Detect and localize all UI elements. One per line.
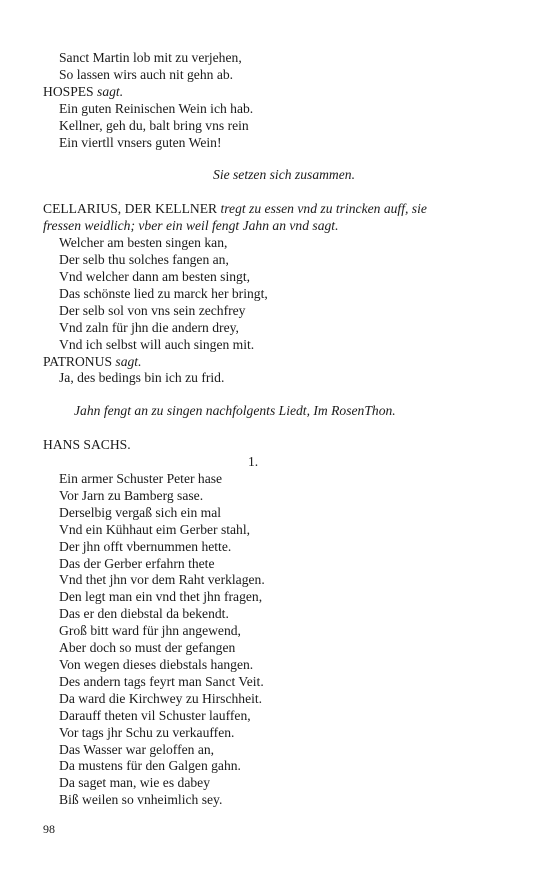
verse-line: Vnd thet jhn vor dem Raht verklagen. [59, 572, 265, 588]
verse-line: Das Wasser war geloffen an, [59, 741, 215, 757]
verse-line: Vnd ein Kühhaut eim Gerber stahl, [59, 521, 251, 537]
verse-line: Des andern tags feyrt man Sanct Veit. [59, 673, 264, 689]
verse-line: Sanct Martin lob mit zu verjehen, [59, 50, 242, 65]
page-number: 98 [43, 822, 55, 836]
verse-line: Aber doch so must der gefangen [59, 640, 236, 656]
author-heading: HANS SACHS. [43, 437, 131, 453]
verse-line: Der jhn offt vbernummen hette. [59, 538, 232, 554]
speaker-tag: sagt. [115, 353, 142, 369]
stanza-number: 1. [248, 454, 259, 470]
verse-line: Vnd zaln für jhn die andern drey, [59, 319, 239, 335]
verse-line: Der selb sol von vns sein zechfrey [59, 302, 246, 318]
speaker-name: CELLARIUS, DER KELLNER [43, 201, 218, 217]
speaker-name: HOSPES [43, 83, 94, 99]
speaker-tag: sagt. [97, 83, 124, 99]
verse-line: Da mustens für den Galgen gahn. [59, 758, 241, 774]
verse-line: Vnd welcher dann am besten singt, [59, 268, 251, 284]
verse-line: Ein armer Schuster Peter hase [59, 471, 223, 487]
verse-line: Ein viertll vnsers guten Wein! [59, 134, 222, 150]
stage-direction: fressen weidlich; vber ein weil fengt Jahn an vnd sagt. [43, 218, 339, 234]
verse-line: Vor Jarn zu Bamberg sase. [59, 487, 204, 503]
verse-line: Da saget man, wie es dabey [59, 775, 210, 791]
verse-line: Groß bitt ward für jhn angewend, [59, 623, 241, 639]
verse-line: Von wegen dieses diebstals hangen. [59, 657, 254, 672]
verse-line: Da ward die Kirchwey zu Hirschheit. [59, 690, 263, 706]
speaker-hospes [43, 84, 513, 101]
verse-line: Kellner, geh du, balt bring vns rein [59, 117, 249, 133]
speaker-cellarius [43, 201, 513, 235]
text-page [43, 50, 513, 809]
verse-line: Biß weilen so vnheimlich sey. [59, 792, 223, 808]
verse-line: So lassen wirs auch nit gehn ab. [59, 66, 234, 82]
verse-line: Derselbig vergaß sich ein mal [59, 504, 222, 520]
verse-line: Vor tags jhr Schu zu verkauffen. [59, 724, 235, 740]
verse-line: Der selb thu solches fangen an, [59, 252, 229, 268]
verse-line: Das er den diebstal da bekendt. [59, 606, 229, 622]
verse-line: Den legt man ein vnd thet jhn fragen, [59, 589, 263, 605]
stage-direction: tregt zu essen vnd zu trincken auff, sie [220, 201, 427, 217]
verse-line: Darauff theten vil Schuster lauffen, [59, 707, 251, 723]
verse-line: Ja, des bedings bin ich zu frid. [59, 370, 225, 386]
verse-line: Das schönste lied zu marck her bringt, [59, 285, 268, 301]
speaker-patronus [43, 354, 513, 371]
verse-line: Ein guten Reinischen Wein ich hab. [59, 100, 254, 116]
stage-direction: Sie setzen sich zusammen. [213, 167, 355, 183]
verse-line: Welcher am besten singen kan, [59, 235, 228, 251]
speaker-name: PATRONUS [43, 353, 113, 369]
verse-line: Vnd ich selbst will auch singen mit. [59, 336, 255, 352]
stage-direction: Jahn fengt an zu singen nachfolgents Liedt, Im RosenThon. [74, 403, 396, 419]
song-verses [43, 471, 513, 809]
verse-line: Das der Gerber erfahrn thete [59, 555, 215, 571]
